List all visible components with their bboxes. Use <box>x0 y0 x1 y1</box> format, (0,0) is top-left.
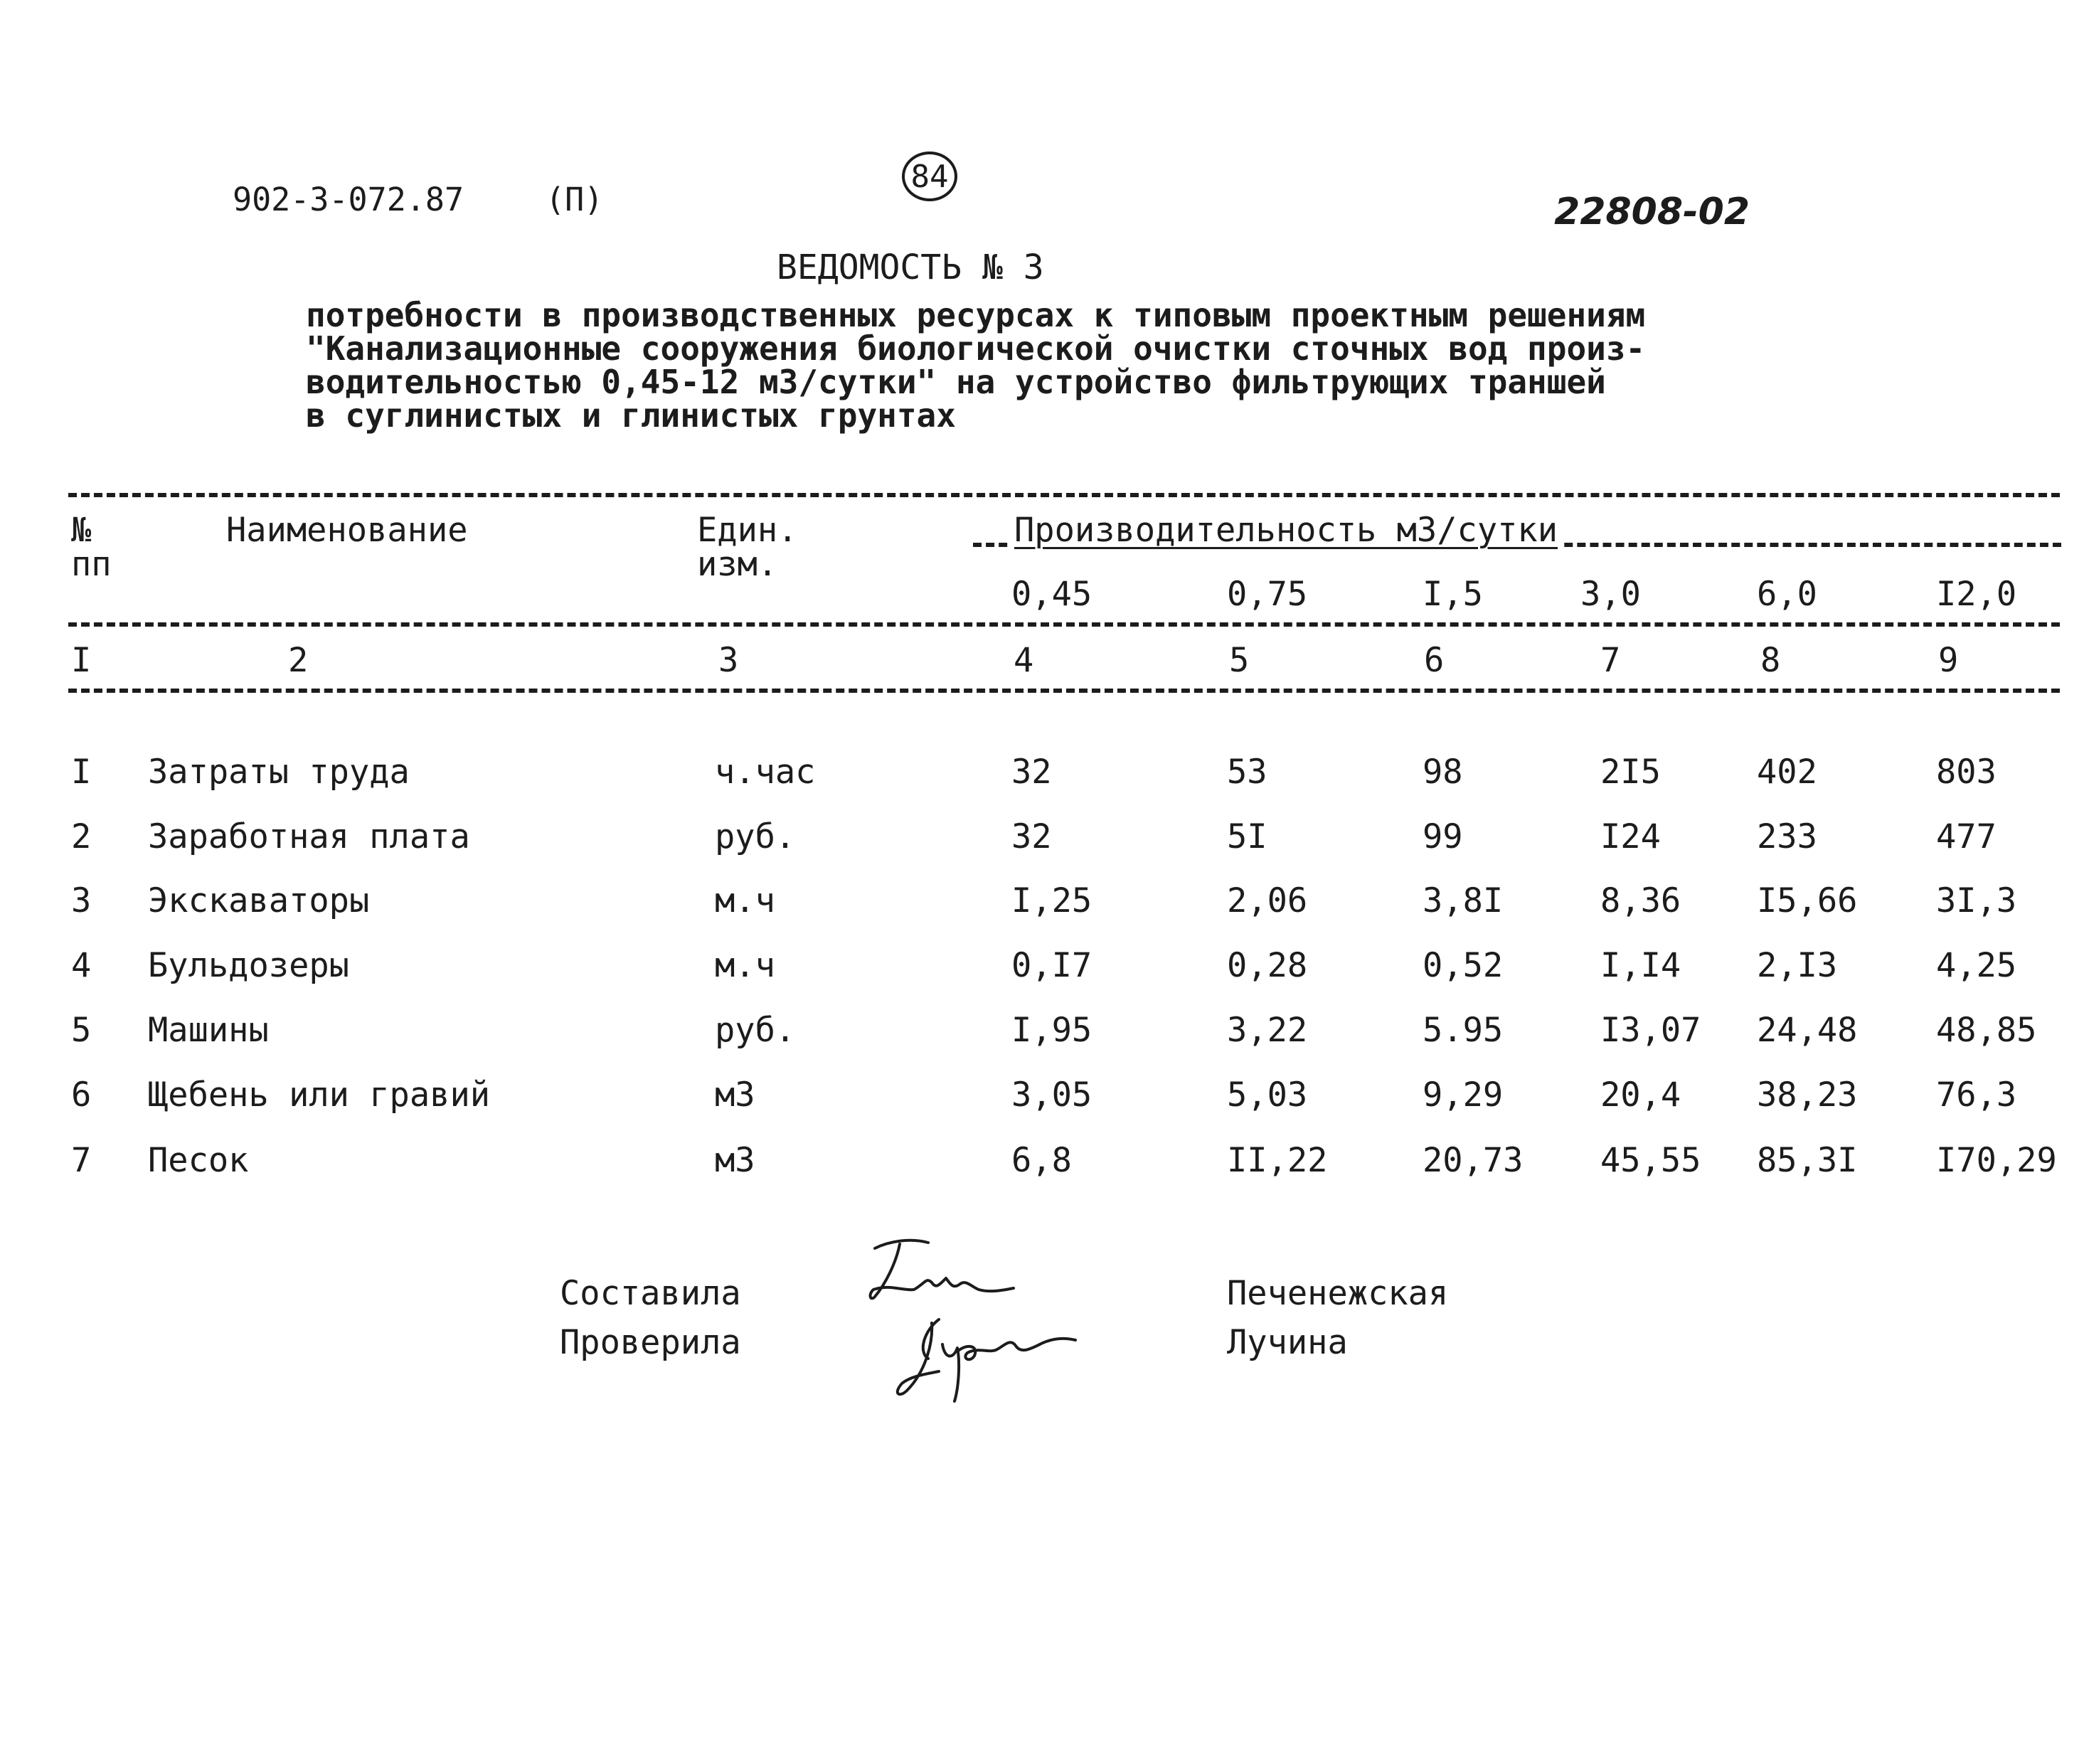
row-value: 402 <box>1757 753 1817 792</box>
row-value: 53 <box>1227 753 1267 792</box>
row-value: I70,29 <box>1936 1141 2057 1180</box>
capacity-col-4: 6,0 <box>1757 575 1817 614</box>
row-value: I,I4 <box>1600 946 1681 985</box>
row-unit: ч.час <box>715 753 816 792</box>
row-value: 20,4 <box>1600 1075 1681 1115</box>
row-value: 5I <box>1227 817 1267 856</box>
row-value: 5,03 <box>1227 1075 1308 1115</box>
header-bottom-rule <box>68 622 2060 627</box>
row-name: Машины <box>148 1011 269 1050</box>
page-number-circle <box>902 152 957 201</box>
row-value: I,25 <box>1011 881 1092 920</box>
row-value: 6,8 <box>1011 1141 1072 1180</box>
column-number: 5 <box>1229 641 1250 680</box>
capacity-col-3: 3,0 <box>1580 575 1641 614</box>
row-value: II,22 <box>1227 1141 1328 1180</box>
column-number: 3 <box>718 641 739 680</box>
row-value: I,95 <box>1011 1011 1092 1050</box>
row-name: Бульдозеры <box>148 946 349 985</box>
header-name: Наименование <box>226 511 468 550</box>
row-value: 45,55 <box>1600 1141 1701 1180</box>
row-value: 2,I3 <box>1757 946 1838 985</box>
signature-compiled <box>861 1234 1024 1312</box>
document-title: ВЕДОМОСТЬ № 3 <box>777 248 1044 287</box>
column-number: 7 <box>1600 641 1621 680</box>
row-name: Песок <box>148 1141 249 1180</box>
row-unit: м3 <box>715 1141 755 1180</box>
row-value: I24 <box>1600 817 1661 856</box>
document-sheet-mark: (П) <box>546 181 604 218</box>
document-description <box>306 296 1646 435</box>
row-value: 38,23 <box>1757 1075 1858 1115</box>
row-name: Щебень или гравий <box>148 1075 491 1115</box>
row-value: 3,05 <box>1011 1075 1092 1115</box>
page-number: 84 <box>910 158 949 195</box>
column-number: 4 <box>1014 641 1034 680</box>
column-number: 2 <box>288 641 309 680</box>
row-no: 2 <box>71 817 92 856</box>
row-value: 3,22 <box>1227 1011 1308 1050</box>
row-name: Экскаваторы <box>148 881 370 920</box>
row-value: 98 <box>1423 753 1463 792</box>
row-value: I3,07 <box>1600 1011 1701 1050</box>
row-value: 24,48 <box>1757 1011 1858 1050</box>
row-value: 3I,3 <box>1936 881 2017 920</box>
row-value: 20,73 <box>1423 1141 1524 1180</box>
capacity-col-0: 0,45 <box>1011 575 1092 614</box>
description-line: потребности в производственных ресурсах к типовым проектным решениям <box>306 296 1646 334</box>
row-name: Затраты труда <box>148 753 410 792</box>
row-value: 803 <box>1936 753 1997 792</box>
row-no: 6 <box>71 1075 92 1115</box>
row-value: 2,06 <box>1227 881 1308 920</box>
row-no: 7 <box>71 1141 92 1180</box>
row-value: 477 <box>1936 817 1997 856</box>
compiled-label: Составила <box>560 1274 741 1313</box>
capacity-col-5: I2,0 <box>1936 575 2017 614</box>
checked-name: Лучина <box>1227 1323 1348 1362</box>
header-unit-line2: изм. <box>697 545 778 584</box>
signature-checked <box>889 1309 1081 1408</box>
row-value: 5.95 <box>1423 1011 1504 1050</box>
header-no-symbol: № <box>71 511 92 550</box>
row-no: I <box>71 753 92 792</box>
column-number: 6 <box>1424 641 1445 680</box>
description-line: в суглинистых и глинистых грунтах <box>306 396 956 435</box>
row-value: 233 <box>1757 817 1817 856</box>
row-value: 0,28 <box>1227 946 1308 985</box>
row-unit: руб. <box>715 817 796 856</box>
header-capacity-group: Производительность м3/сутки <box>1010 514 1562 547</box>
row-value: 3,8I <box>1423 881 1504 920</box>
description-line: водительностью 0,45-12 м3/сутки" на устройство фильтрующих траншей <box>306 363 1606 401</box>
description-line: "Канализационные сооружения биологической очистки сточных вод произ- <box>306 329 1646 368</box>
registration-number: 22808-02 <box>1554 191 1750 233</box>
row-unit: м.ч <box>715 946 775 985</box>
row-value: 32 <box>1011 753 1052 792</box>
row-value: 85,3I <box>1757 1141 1858 1180</box>
capacity-col-2: I,5 <box>1423 575 1483 614</box>
row-value: 48,85 <box>1936 1011 2037 1050</box>
row-no: 4 <box>71 946 92 985</box>
compiled-name: Печенежская <box>1227 1274 1449 1313</box>
row-unit: м.ч <box>715 881 775 920</box>
row-unit: м3 <box>715 1075 755 1115</box>
document-code: 902-3-072.87 <box>233 181 464 218</box>
row-no: 3 <box>71 881 92 920</box>
column-numbers-rule <box>68 689 2060 693</box>
row-value: I5,66 <box>1757 881 1858 920</box>
row-value: 32 <box>1011 817 1052 856</box>
row-value: 0,I7 <box>1011 946 1092 985</box>
row-value: 99 <box>1423 817 1463 856</box>
row-value: 9,29 <box>1423 1075 1504 1115</box>
column-number: I <box>71 641 92 680</box>
capacity-col-1: 0,75 <box>1227 575 1308 614</box>
checked-label: Проверила <box>560 1323 741 1362</box>
column-number: 9 <box>1938 641 1959 680</box>
row-value: 2I5 <box>1600 753 1661 792</box>
row-value: 76,3 <box>1936 1075 2017 1115</box>
table-top-rule <box>68 493 2060 497</box>
row-name: Заработная плата <box>148 817 470 856</box>
row-value: 0,52 <box>1423 946 1504 985</box>
row-value: 4,25 <box>1936 946 2017 985</box>
header-unit-line1: Един. <box>697 511 798 550</box>
column-number: 8 <box>1760 641 1781 680</box>
row-value: 8,36 <box>1600 881 1681 920</box>
row-no: 5 <box>71 1011 92 1050</box>
row-unit: руб. <box>715 1011 796 1050</box>
header-no-abbrev: пп <box>71 545 112 584</box>
